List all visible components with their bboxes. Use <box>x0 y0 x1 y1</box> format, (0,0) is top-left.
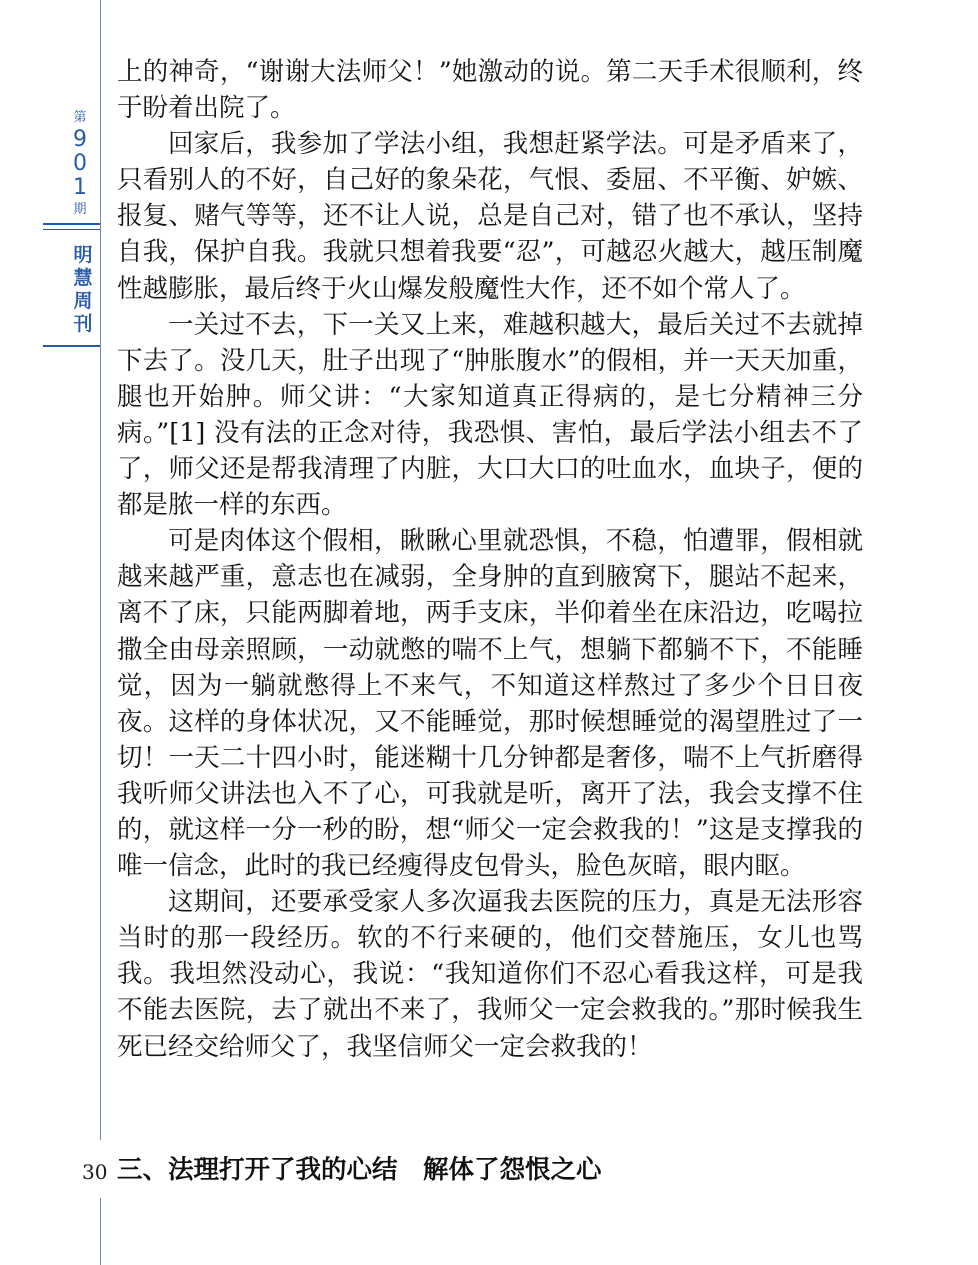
issue-label <box>60 108 100 220</box>
publication-char: 明 <box>73 244 93 266</box>
divider <box>43 345 100 347</box>
divider <box>43 229 100 230</box>
margin-rule <box>100 0 101 1140</box>
paragraph: 一关过不去，下一关又上来，难越积越大，最后关过不去就掉下去了。没几天，肚子出现了“肿胀腹水”的假相，并一天天加重，腿也开始肿。师父讲：“大家知道真正得病的，是七分精神三分病。”[1] 没有法的正念对待，我恐惧、害怕，最后学法小组去不了了，师父还是帮我清理了内脏，大口大口的吐血水，血块子，便的都是脓一样的东西。 <box>117 309 863 521</box>
section-heading: 三、法理打开了我的心结 解体了怨恨之心 <box>117 1155 602 1185</box>
article-body <box>117 54 863 1065</box>
paragraph: 可是肉体这个假相，瞅瞅心里就恐惧，不稳，怕遭罪，假相就越来越严重，意志也在减弱，全身肿的直到腋窝下，腿站不起来，离不了床，只能两脚着地，两手支床，半仰着坐在床沿边，吃喝拉撒全由母亲照顾，一动就憋的喘不上气，想躺下都躺不下，不能睡觉，因为一躺就憋得上不来气，不知道这样熬过了多少个日日夜夜。这样的身体状况，又不能睡觉，那时候想睡觉的渴望胜过了一切！一天二十四小时，能迷糊十几分钟都是奢侈，喘不上气折磨得我听师父讲法也入不了心，可我就是听，离开了法，我会支撑不住的，就这样一分一秒的盼，想“师父一定会救我的！”这是支撑我的唯一信念，此时的我已经瘦得皮包骨头，脸色灰暗，眼内眍。 <box>117 526 863 882</box>
margin-rule-lower <box>100 1198 101 1265</box>
issue-digit: 9 <box>73 127 87 152</box>
issue-prefix: 第 <box>73 110 87 125</box>
publication-char: 慧 <box>73 267 93 289</box>
issue-digit: 0 <box>73 151 87 176</box>
paragraph: 回家后，我参加了学法小组，我想赶紧学法。可是矛盾来了，只看别人的不好，自己好的象朵花，气恨、委屈、不平衡、妒嫉、报复、赌气等等，还不让人说，总是自己对，错了也不承认，坚持自我，保护自我。我就只想着我要“忍”，可越忍火越大，越压制魔性越膨胀，最后终于火山爆发般魔性大作，还不如个常人了。 <box>117 129 863 304</box>
issue-suffix: 期 <box>73 202 87 217</box>
issue-digit: 1 <box>73 175 87 200</box>
paragraph: 这期间，还要承受家人多次逼我去医院的压力，真是无法形容当时的那一段经历。软的不行来硬的，他们交替施压，女儿也骂我。我坦然没动心，我说：“我知道你们不忍心看我这样，可是我不能去医院，去了就出不来了，我师父一定会救我的。”那时候我生死已经交给师父了，我坚信师父一定会救我的！ <box>117 887 863 1062</box>
publication-char: 刊 <box>73 313 93 335</box>
paragraph: 上的神奇，“谢谢大法师父！”她激动的说。第二天手术很顺利，终于盼着出院了。 <box>117 57 863 124</box>
page-number: 30 <box>82 1160 108 1184</box>
divider <box>43 223 100 225</box>
publication-name <box>66 244 100 336</box>
publication-char: 周 <box>73 290 93 312</box>
